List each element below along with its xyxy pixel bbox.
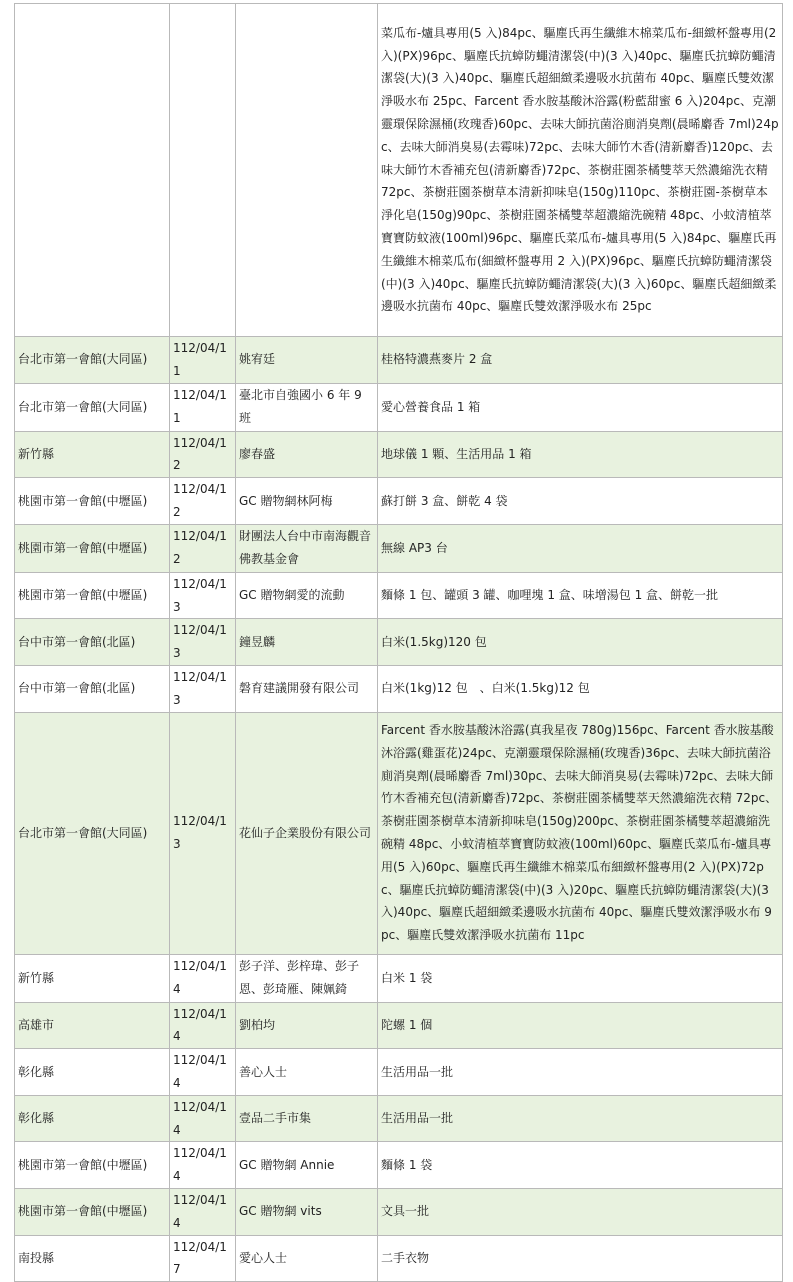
- table-row: [15, 619, 783, 666]
- table-row: [15, 524, 783, 572]
- date-cell: 112/04/13: [170, 619, 236, 666]
- place-cell: 桃園市第一會館(中壢區): [15, 524, 170, 572]
- table-row: [15, 1049, 783, 1096]
- donor-cell: 臺北市自強國小 6 年 9 班: [236, 383, 378, 431]
- table-row: [15, 1002, 783, 1049]
- donor-cell: GC 贈物網愛的流動: [236, 572, 378, 619]
- place-cell: 高雄市: [15, 1002, 170, 1049]
- items-cell: 白米(1kg)12 包 、白米(1.5kg)12 包: [378, 665, 783, 712]
- donor-cell: 鐘昱麟: [236, 619, 378, 666]
- table-row: [15, 665, 783, 712]
- donor-cell: 財團法人台中市南海觀音佛教基金會: [236, 524, 378, 572]
- table-row: [15, 4, 783, 337]
- items-cell: 桂格特濃燕麥片 2 盒: [378, 337, 783, 384]
- date-cell: 112/04/14: [170, 1002, 236, 1049]
- place-cell: 彰化縣: [15, 1049, 170, 1096]
- items-cell: 二手衣物: [378, 1235, 783, 1282]
- date-cell: 112/04/11: [170, 337, 236, 384]
- table-row: [15, 478, 783, 525]
- table-row: [15, 1235, 783, 1282]
- place-cell: 新竹縣: [15, 431, 170, 478]
- place-cell: [15, 4, 170, 337]
- place-cell: 台北市第一會館(大同區): [15, 712, 170, 954]
- table-row: [15, 1095, 783, 1142]
- table-row: [15, 954, 783, 1002]
- date-cell: 112/04/13: [170, 712, 236, 954]
- items-cell: 菜瓜布-爐具專用(5 入)84pc、驅塵氏再生纖維木棉菜瓜布-細緻杯盤專用(2 入)(PX)96pc、驅塵氏抗蟑防蠅清潔袋(中)(3 入)40pc、驅塵氏抗蟑防蠅清潔袋(大)(3 入)40pc、驅塵氏超細緻柔邊吸水抗菌布 40pc、驅塵氏雙效潔淨吸水布 25pc、Farcent 香水胺基酸沐浴露(粉藍甜蜜 6 入)204pc、克潮靈環保除濕桶(玫瑰香)60pc、去味大師抗菌浴廁消臭劑(晨晞麝香 7ml)24pc、去味大師消臭易(去霉味)72pc、去味大師竹木香(清新麝香)120pc、去味大師竹木香補充包(清新麝香)72pc、茶樹莊園茶橘雙萃天然濃縮洗衣精 72pc、茶樹莊園茶樹草本清新抑味皂(150g)110pc、茶樹莊園-茶樹草本淨化皂(150g)90pc、茶樹莊園茶橘雙萃超濃縮洗碗精 48pc、小蚊清植萃寶寶防蚊液(100ml)96pc、驅塵氏菜瓜布-爐具專用(5 入)84pc、驅塵氏再生纖維木棉菜瓜布(細緻杯盤專用 2 入)(PX)96pc、驅塵氏抗蟑防蠅清潔袋(中)(3 入)40pc、驅塵氏抗蟑防蠅清潔袋(大)(3 入)60pc、驅塵氏超細緻柔邊吸水抗菌布 40pc、驅塵氏雙效潔淨吸水布 25pc: [378, 4, 783, 337]
- place-cell: 台北市第一會館(大同區): [15, 383, 170, 431]
- donor-cell: GC 贈物網林阿梅: [236, 478, 378, 525]
- items-cell: 麵條 1 包、罐頭 3 罐、咖哩塊 1 盒、味增湯包 1 盒、餅乾一批: [378, 572, 783, 619]
- items-cell: 陀螺 1 個: [378, 1002, 783, 1049]
- date-cell: 112/04/12: [170, 524, 236, 572]
- place-cell: 彰化縣: [15, 1095, 170, 1142]
- donor-cell: 善心人士: [236, 1049, 378, 1096]
- date-cell: 112/04/13: [170, 572, 236, 619]
- items-cell: 地球儀 1 顆、生活用品 1 箱: [378, 431, 783, 478]
- donation-table: [14, 3, 783, 1282]
- donor-cell: 壹品二手市集: [236, 1095, 378, 1142]
- date-cell: 112/04/11: [170, 383, 236, 431]
- date-cell: 112/04/14: [170, 954, 236, 1002]
- date-cell: 112/04/12: [170, 431, 236, 478]
- items-cell: Farcent 香水胺基酸沐浴露(真我星夜 780g)156pc、Farcent 香水胺基酸沐浴露(雞蛋花)24pc、克潮靈環保除濕桶(玫瑰香)36pc、去味大師抗菌浴廁消臭劑(晨晞麝香 7ml)30pc、去味大師消臭易(去霉味)72pc、去味大師竹木香補充包(清新麝香)72pc、茶樹莊園茶橘雙萃天然濃縮洗衣精 72pc、茶樹莊園茶樹草本清新抑味皂(150g)200pc、茶樹莊園茶橘雙萃超濃縮洗碗精 48pc、小蚊清植萃寶寶防蚊液(100ml)60pc、驅塵氏菜瓜布-爐具專用(5 入)60pc、驅塵氏再生纖維木棉菜瓜布細緻杯盤專用(2 入)(PX)72pc、驅塵氏抗蟑防蠅清潔袋(中)(3 入)20pc、驅塵氏抗蟑防蠅清潔袋(大)(3 入)40pc、驅塵氏超細緻柔邊吸水抗菌布 40pc、驅塵氏雙效潔淨吸水布 9pc、驅塵氏雙效潔淨吸水抗菌布 11pc: [378, 712, 783, 954]
- donor-cell: GC 贈物網 vits: [236, 1188, 378, 1235]
- table-row: [15, 712, 783, 954]
- date-cell: 112/04/17: [170, 1235, 236, 1282]
- donor-cell: 廖春盛: [236, 431, 378, 478]
- items-cell: 生活用品一批: [378, 1095, 783, 1142]
- date-cell: 112/04/14: [170, 1095, 236, 1142]
- date-cell: 112/04/13: [170, 665, 236, 712]
- items-cell: 麵條 1 袋: [378, 1142, 783, 1189]
- table-row: [15, 431, 783, 478]
- items-cell: 愛心營養食品 1 箱: [378, 383, 783, 431]
- place-cell: 桃園市第一會館(中壢區): [15, 572, 170, 619]
- donor-cell: 劉柏均: [236, 1002, 378, 1049]
- items-cell: 生活用品一批: [378, 1049, 783, 1096]
- donor-cell: 彭子洋、彭梓瑋、彭子恩、彭琦雁、陳姵錡: [236, 954, 378, 1002]
- date-cell: 112/04/14: [170, 1049, 236, 1096]
- items-cell: 文具一批: [378, 1188, 783, 1235]
- place-cell: 新竹縣: [15, 954, 170, 1002]
- table-row: [15, 1188, 783, 1235]
- items-cell: 蘇打餅 3 盒、餅乾 4 袋: [378, 478, 783, 525]
- donor-cell: [236, 4, 378, 337]
- table-row: [15, 337, 783, 384]
- donor-cell: 姚宥廷: [236, 337, 378, 384]
- place-cell: 南投縣: [15, 1235, 170, 1282]
- items-cell: 無線 AP3 台: [378, 524, 783, 572]
- place-cell: 台中市第一會館(北區): [15, 665, 170, 712]
- place-cell: 桃園市第一會館(中壢區): [15, 478, 170, 525]
- place-cell: 桃園市第一會館(中壢區): [15, 1188, 170, 1235]
- date-cell: 112/04/14: [170, 1142, 236, 1189]
- table-row: [15, 383, 783, 431]
- date-cell: [170, 4, 236, 337]
- date-cell: 112/04/14: [170, 1188, 236, 1235]
- donor-cell: 磐育建議開發有限公司: [236, 665, 378, 712]
- donor-cell: 愛心人士: [236, 1235, 378, 1282]
- place-cell: 桃園市第一會館(中壢區): [15, 1142, 170, 1189]
- donor-cell: 花仙子企業股份有限公司: [236, 712, 378, 954]
- place-cell: 台中市第一會館(北區): [15, 619, 170, 666]
- table-row: [15, 1142, 783, 1189]
- items-cell: 白米(1.5kg)120 包: [378, 619, 783, 666]
- donor-cell: GC 贈物網 Annie: [236, 1142, 378, 1189]
- place-cell: 台北市第一會館(大同區): [15, 337, 170, 384]
- date-cell: 112/04/12: [170, 478, 236, 525]
- items-cell: 白米 1 袋: [378, 954, 783, 1002]
- table-row: [15, 572, 783, 619]
